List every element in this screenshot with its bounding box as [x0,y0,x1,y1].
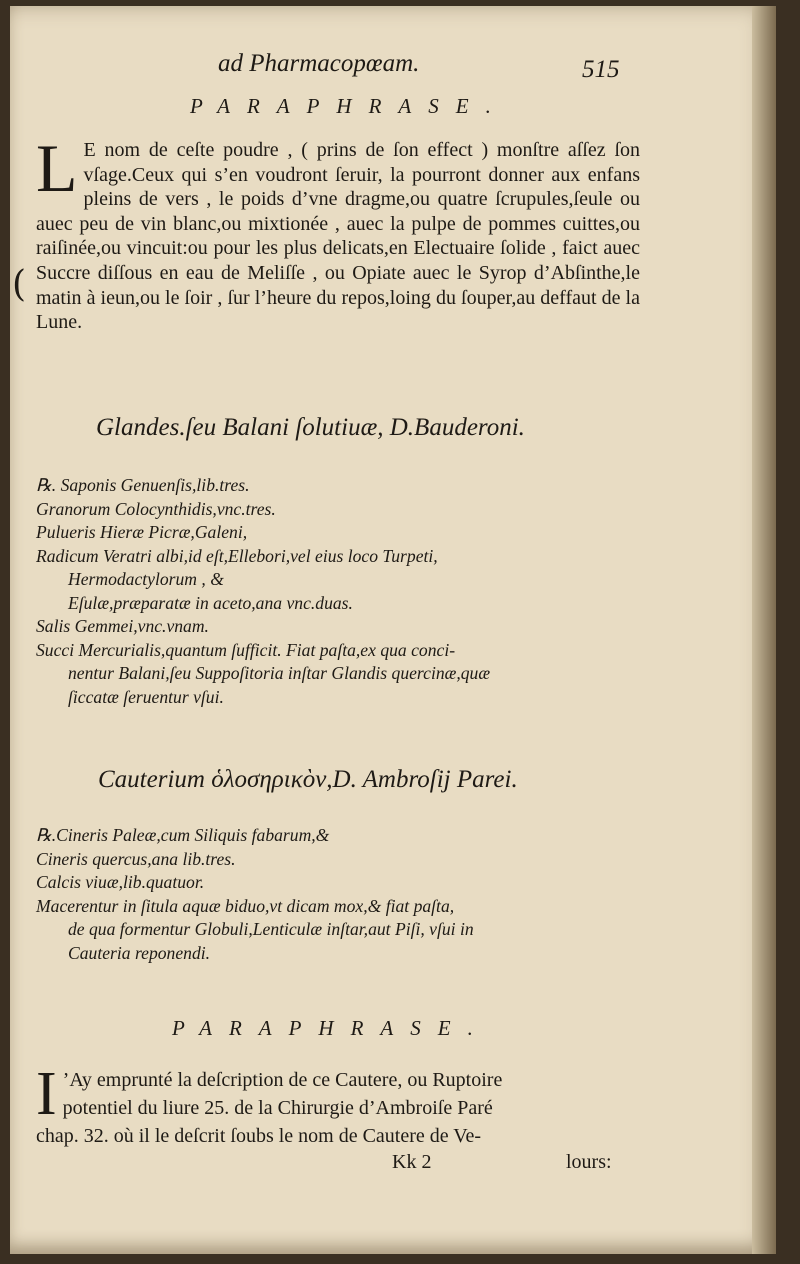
recipe-line: ℞. Saponis Genuenſis,lib.tres. [36,475,250,495]
paraphrase-1-text: E nom de ceſte poudre , ( prins de ſon effect ) monſtre aſſez ſon vſage.Ceux qui s’en voudront ſeruir, la pourront donner aux enfans pleins de vers , le poids d’vne dragme,ou quatre ſcrupules,ſeule ou auec peu de vin blanc,ou mixtionée , auec la pulpe de pommes cuittes,ou raiſinée,ou vincuit:ou pour les plus delicats,en Electuaire ſolide , faict auec Succre diſſous en eau de Meliſſe , ou Opiate auec le Syrop d’Abſinthe,le matin à ieun,ou le ſoir , ſur l’heure du repos,loing du ſouper,au deffaut de la Lune. [36,139,640,334]
recipe-line: Succi Mercurialis,quantum ſufficit. Fiat paſta,ex qua conci- [36,639,456,660]
page-number: 515 [582,56,620,83]
recipe-line: Calcis viuæ,lib.quatuor. [36,872,205,892]
running-title: ad Pharmacopœam. [218,50,420,77]
recipe-title-glandes: Glandes.ſeu Balani ſolutiuæ, D.Bauderoni. [96,414,525,441]
paraphrase-2 [36,1060,642,1150]
recipe-line: Macerentur in ſitula aquæ biduo,vt dicam mox,& fiat paſta, [36,895,455,916]
paraphrase-heading-1: PARAPHRASE. [190,94,508,118]
recipe-glandes [36,474,636,709]
recipe-cauterium [36,824,636,965]
recipe-line: ℞.Cineris Paleæ,cum Siliquis fabarum,& [36,825,330,845]
signature-mark: Kk 2 [392,1151,432,1173]
paraphrase-2-line: potentiel du liure 25. de la Chirurgie d’Ambroiſe Paré [62,1097,493,1119]
page-edge [752,6,776,1254]
recipe-line: Pulueris Hieræ Picræ,Galeni, [36,522,248,542]
paraphrase-1 [36,130,640,335]
recipe-line: Granorum Colocynthidis,vnc.tres. [36,498,276,519]
paraphrase-2-line: ’Ay emprunté la deſcription de ce Cautere, ou Ruptoire [62,1069,503,1091]
recipe-line: nentur Balani,ſeu Suppoſitoria inſtar Glandis quercinæ,quæ [68,663,491,683]
drop-cap-i: I [36,1060,57,1128]
recipe-line: Salis Gemmei,vnc.vnam. [36,616,209,636]
recipe-line: Cineris quercus,ana lib.tres. [36,848,236,869]
page-header [10,46,776,86]
margin-bracket: ( [12,264,27,305]
recipe-line: Cauteria reponendi. [68,942,211,963]
recipe-line: ſiccatæ ſeruentur vſui. [68,686,224,707]
book-page [10,6,776,1254]
drop-cap-l: L [36,130,78,206]
catchword: lours: [566,1151,612,1173]
paraphrase-heading-2: PARAPHRASE. [172,1016,490,1040]
recipe-line: de qua formentur Globuli,Lenticulæ inſtar,aut Piſi, vſui in [68,919,474,939]
recipe-line: Eſulæ,præparatæ in aceto,ana vnc.duas. [68,592,353,613]
recipe-title-cauterium: Cauterium ὁλοσηρικὸν,D. Ambroſij Parei. [98,766,518,793]
paraphrase-2-line: chap. 32. où il le deſcrit ſoubs le nom de Cautere de Ve- [36,1125,482,1147]
recipe-line: Radicum Veratri albi,id eſt,Ellebori,vel eius loco Turpeti, [36,545,438,566]
recipe-line: Hermodactylorum , & [68,569,224,589]
